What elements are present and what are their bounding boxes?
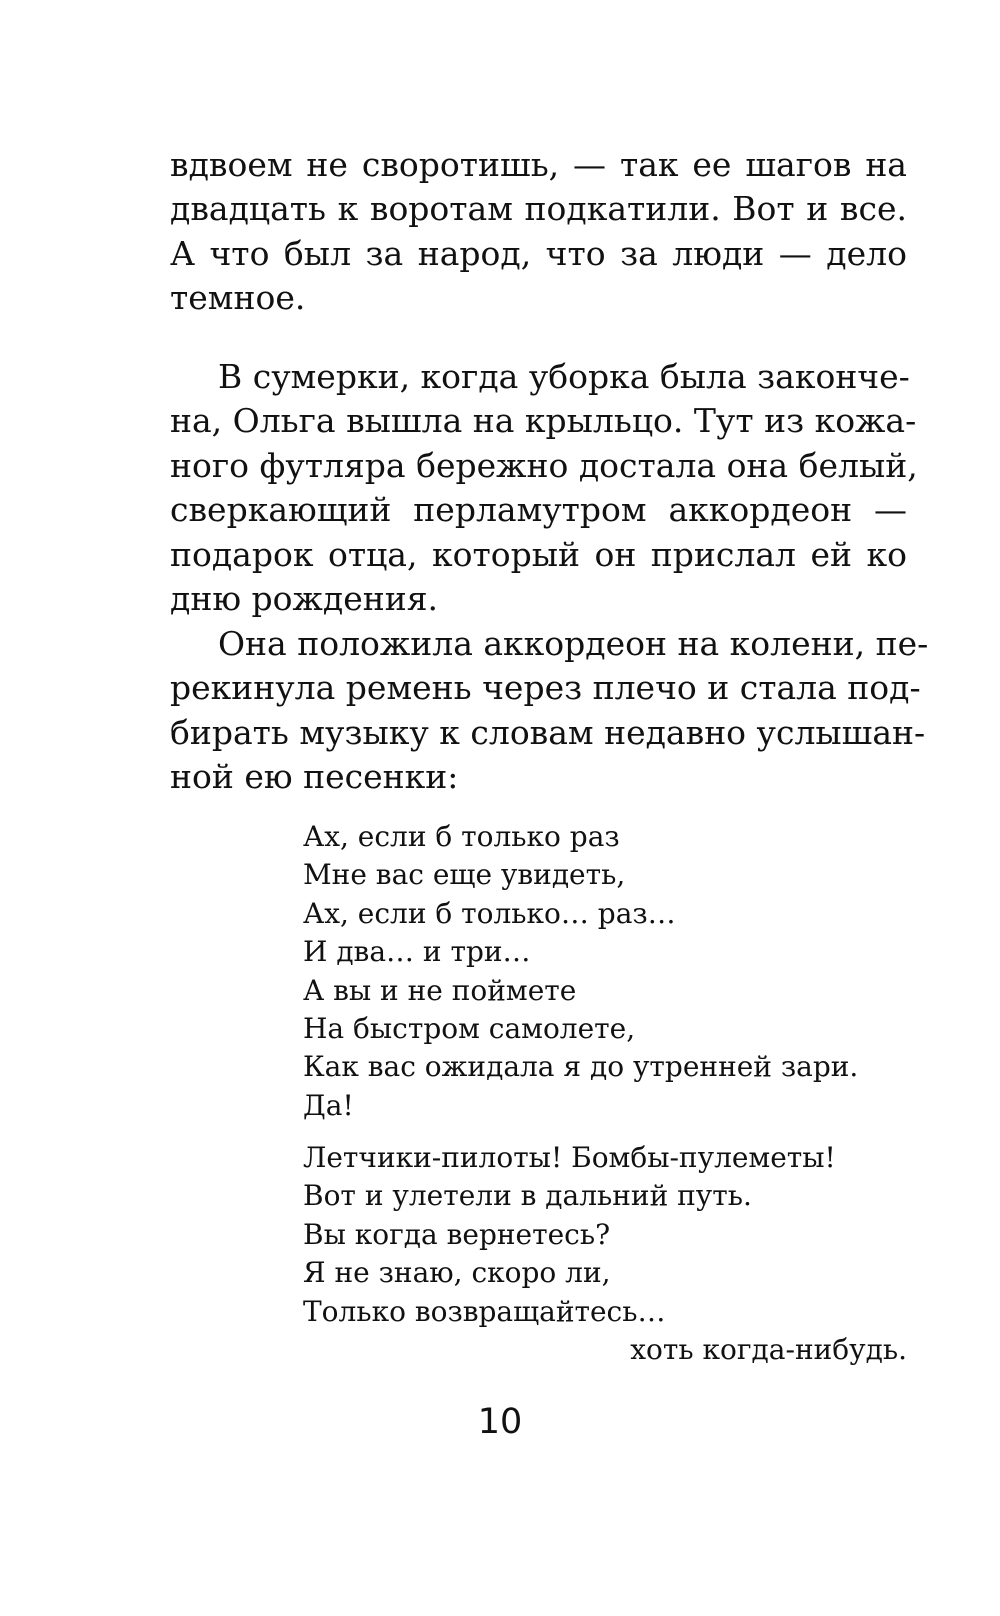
text-line: двадцать к воротам подкатили. Вот и все.: [170, 189, 907, 229]
text-line: дню рождения.: [170, 578, 439, 618]
verse-line: А вы и не поймете: [303, 973, 577, 1007]
text-line: бирать музыку к словам недавно услышан-: [170, 712, 926, 752]
song-verse-1: [303, 818, 907, 1125]
text-line: ной ею песенки:: [170, 757, 459, 797]
verse-line: Вы когда вернетесь?: [303, 1217, 611, 1251]
text-line: темное.: [170, 278, 306, 318]
page-number: 10: [477, 1402, 523, 1442]
paragraph-1: [170, 143, 907, 321]
text-line: вдвоем не своротишь, — так ее шагов на: [170, 145, 907, 184]
paragraph-3: [170, 622, 929, 800]
verse-line: Мне вас еще увидеть,: [303, 858, 626, 892]
text-line: на, Ольга вышла на крыльцо. Тут из кожа-: [170, 401, 917, 441]
verse-line: Да!: [303, 1088, 354, 1122]
text-line: А что был за народ, что за люди — дело: [170, 233, 907, 273]
verse-line: И два… и три…: [303, 935, 531, 969]
verse-line: Только возвращайтесь…: [303, 1294, 666, 1328]
verse-line: На быстром самолете,: [303, 1011, 636, 1045]
verse-line: Ах, если б только раз: [303, 820, 620, 853]
verse-line: Ах, если б только… раз…: [303, 896, 676, 930]
verse-line: Вот и улетели в дальний путь.: [303, 1179, 752, 1213]
verse-line: Как вас ожидала я до утренней зари.: [303, 1050, 859, 1084]
text-line: Она положила аккордеон на колени, пе-: [218, 624, 929, 663]
text-line: сверкающий перламутром аккордеон —: [170, 490, 907, 530]
verse-line: Летчики-пилоты! Бомбы-пулеметы!: [303, 1141, 836, 1174]
verse-line: хоть когда-нибудь.: [630, 1332, 907, 1366]
text-line: В сумерки, когда уборка была закончe-: [218, 357, 910, 396]
song-verse-2: [303, 1139, 907, 1369]
text-line: подарок отца, который он прислал ей ко: [170, 534, 907, 574]
verse-line: Я не знаю, скоро ли,: [303, 1256, 611, 1290]
text-line: ного футляра бережно достала она белый,: [170, 445, 918, 485]
text-line: рекинула ремень через плечо и стала под-: [170, 668, 921, 708]
paragraph-2: [170, 355, 918, 621]
